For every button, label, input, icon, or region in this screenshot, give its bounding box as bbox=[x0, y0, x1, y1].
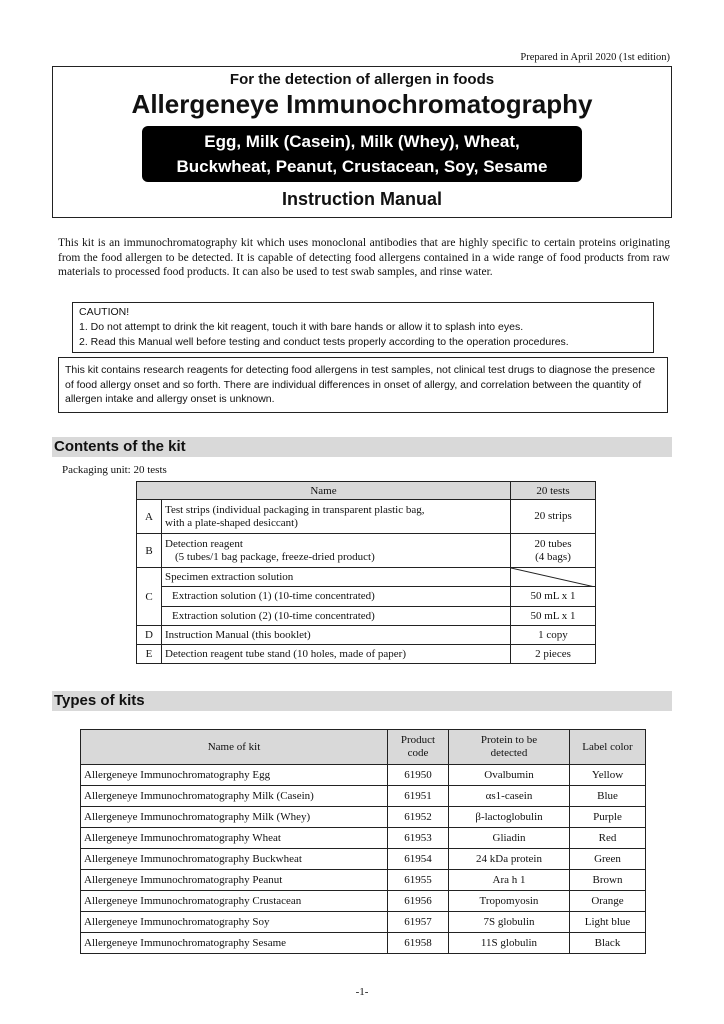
caution-item-2: 2. Read this Manual well before testing and conduct tests properly according to the operation procedures. bbox=[79, 336, 569, 348]
title-box bbox=[52, 66, 672, 218]
row-name: Extraction solution (1) (10-time concentrated) bbox=[162, 587, 511, 607]
cell-name: Allergeneye Immunochromatography Sesame bbox=[81, 933, 388, 954]
caution-item-1: 1. Do not attempt to drink the kit reagent, touch it with bare hands or allow it to splash into eyes. bbox=[79, 321, 524, 333]
cell-color: Green bbox=[570, 849, 646, 870]
cell-protein: 11S globulin bbox=[449, 933, 570, 954]
cell-code: 61957 bbox=[388, 912, 449, 933]
cell-color: Light blue bbox=[570, 912, 646, 933]
section-contents-heading: Contents of the kit bbox=[52, 437, 672, 457]
row-letter: D bbox=[137, 626, 162, 645]
page-number: -1- bbox=[355, 986, 369, 998]
table-header-row bbox=[137, 482, 596, 500]
research-notice: This kit contains research reagents for detecting food allergens in test samples, not clinical test drugs to diagnose the presence of food allergy onset and so forth. There are individual differences in onset of allergy, and correlation between the quantity of allergen intake and allergy onset is unknown. bbox=[58, 357, 668, 413]
cell-code: 61956 bbox=[388, 891, 449, 912]
col-kit-name: Name of kit bbox=[81, 730, 388, 765]
cell-code: 61952 bbox=[388, 807, 449, 828]
col-name: Name bbox=[137, 482, 511, 500]
cell-protein: Ara h 1 bbox=[449, 870, 570, 891]
col-product-code bbox=[388, 730, 449, 765]
table-row bbox=[137, 607, 596, 626]
row-name-line: (5 tubes/1 bag package, freeze-dried product) bbox=[175, 550, 375, 563]
table-row bbox=[137, 587, 596, 607]
title-subtitle: For the detection of allergen in foods bbox=[229, 71, 495, 88]
caution-heading: CAUTION! bbox=[79, 306, 130, 318]
cell-code: 61951 bbox=[388, 786, 449, 807]
cell-code: 61954 bbox=[388, 849, 449, 870]
cell-color: Red bbox=[570, 828, 646, 849]
cell-color: Orange bbox=[570, 891, 646, 912]
table-row bbox=[81, 912, 646, 933]
kit-types-body bbox=[81, 765, 646, 954]
edition-note: Prepared in April 2020 (1st edition) bbox=[520, 52, 670, 63]
table-row bbox=[81, 765, 646, 786]
packaging-unit: Packaging unit: 20 tests bbox=[62, 464, 167, 476]
col-protein bbox=[449, 730, 570, 765]
contents-table bbox=[136, 481, 596, 664]
table-row bbox=[81, 891, 646, 912]
col-label-color: Label color bbox=[570, 730, 646, 765]
row-name: Detection reagent tube stand (10 holes, made of paper) bbox=[162, 645, 511, 664]
table-row bbox=[137, 626, 596, 645]
manual-title: Instruction Manual bbox=[281, 189, 442, 209]
cell-code: 61950 bbox=[388, 765, 449, 786]
cell-protein: Ovalbumin bbox=[449, 765, 570, 786]
table-row bbox=[137, 500, 596, 534]
intro-paragraph: This kit is an immunochromatography kit which uses monoclonal antibodies that are highly specific to certain proteins originating from the food allergen to be detected. It is capable of detecting food allergens contained in a wide range of food products from raw materials to processed food products. It can also be used to test swab samples, and rinse water. bbox=[58, 237, 670, 278]
cell-name: Allergeneye Immunochromatography Wheat bbox=[81, 828, 388, 849]
cell-protein: 24 kDa protein bbox=[449, 849, 570, 870]
allergen-line-2: Buckwheat, Peanut, Crustacean, Soy, Sesame bbox=[176, 157, 548, 176]
cell-color: Brown bbox=[570, 870, 646, 891]
row-letter: A bbox=[137, 500, 162, 534]
row-letter: E bbox=[137, 645, 162, 664]
row-qty: 20 strips bbox=[511, 500, 596, 534]
cell-code: 61958 bbox=[388, 933, 449, 954]
product-title: Allergeneye Immunochromatography bbox=[131, 89, 593, 119]
row-qty: 50 mL x 1 bbox=[511, 587, 596, 607]
cell-name: Allergeneye Immunochromatography Milk (Casein) bbox=[81, 786, 388, 807]
row-name-line: Detection reagent bbox=[165, 537, 243, 550]
col-protein-line: Protein to be bbox=[480, 734, 538, 746]
row-name bbox=[162, 500, 511, 534]
col-protein-line: detected bbox=[490, 747, 528, 759]
table-row bbox=[137, 568, 596, 587]
row-qty-line: 20 tubes bbox=[534, 537, 572, 550]
diagonal-line bbox=[511, 568, 595, 587]
table-row bbox=[137, 645, 596, 664]
caution-box bbox=[72, 302, 654, 353]
cell-color: Black bbox=[570, 933, 646, 954]
kit-types-table bbox=[80, 729, 646, 954]
cell-name: Allergeneye Immunochromatography Buckwheat bbox=[81, 849, 388, 870]
cell-name: Allergeneye Immunochromatography Peanut bbox=[81, 870, 388, 891]
table-row bbox=[81, 933, 646, 954]
row-qty bbox=[511, 534, 596, 568]
table-row bbox=[81, 849, 646, 870]
row-qty: 1 copy bbox=[511, 626, 596, 645]
allergen-banner bbox=[142, 126, 582, 182]
table-row bbox=[81, 807, 646, 828]
table-row bbox=[81, 786, 646, 807]
col-product-code-line: Product bbox=[400, 734, 436, 746]
cell-color: Blue bbox=[570, 786, 646, 807]
cell-name: Allergeneye Immunochromatography Soy bbox=[81, 912, 388, 933]
cell-protein: β-lactoglobulin bbox=[449, 807, 570, 828]
table-row bbox=[81, 828, 646, 849]
row-name: Instruction Manual (this booklet) bbox=[162, 626, 511, 645]
row-qty: 50 mL x 1 bbox=[511, 607, 596, 626]
table-row bbox=[81, 870, 646, 891]
row-name-line: Test strips (individual packaging in transparent plastic bag, bbox=[165, 503, 425, 516]
col-qty: 20 tests bbox=[511, 482, 596, 500]
col-product-code-line: code bbox=[407, 747, 429, 759]
cell-name: Allergeneye Immunochromatography Egg bbox=[81, 765, 388, 786]
cell-color: Purple bbox=[570, 807, 646, 828]
cell-name: Allergeneye Immunochromatography Milk (Whey) bbox=[81, 807, 388, 828]
table-row bbox=[137, 534, 596, 568]
cell-color: Yellow bbox=[570, 765, 646, 786]
row-qty: 2 pieces bbox=[511, 645, 596, 664]
row-name: Extraction solution (2) (10-time concentrated) bbox=[162, 607, 511, 626]
cell-code: 61955 bbox=[388, 870, 449, 891]
cell-protein: 7S globulin bbox=[449, 912, 570, 933]
table-header-row bbox=[81, 730, 646, 765]
row-name: Specimen extraction solution bbox=[162, 568, 511, 587]
row-letter: B bbox=[137, 534, 162, 568]
cell-protein: Gliadin bbox=[449, 828, 570, 849]
row-name-line: with a plate-shaped desiccant) bbox=[165, 516, 298, 529]
section-types-heading: Types of kits bbox=[52, 691, 672, 711]
row-qty-line: (4 bags) bbox=[535, 550, 571, 563]
diagonal-cell bbox=[511, 568, 596, 587]
cell-protein: αs1-casein bbox=[449, 786, 570, 807]
row-name bbox=[162, 534, 511, 568]
cell-code: 61953 bbox=[388, 828, 449, 849]
cell-name: Allergeneye Immunochromatography Crustacean bbox=[81, 891, 388, 912]
allergen-line-1: Egg, Milk (Casein), Milk (Whey), Wheat, bbox=[204, 132, 520, 151]
cell-protein: Tropomyosin bbox=[449, 891, 570, 912]
row-letter: C bbox=[137, 568, 162, 626]
